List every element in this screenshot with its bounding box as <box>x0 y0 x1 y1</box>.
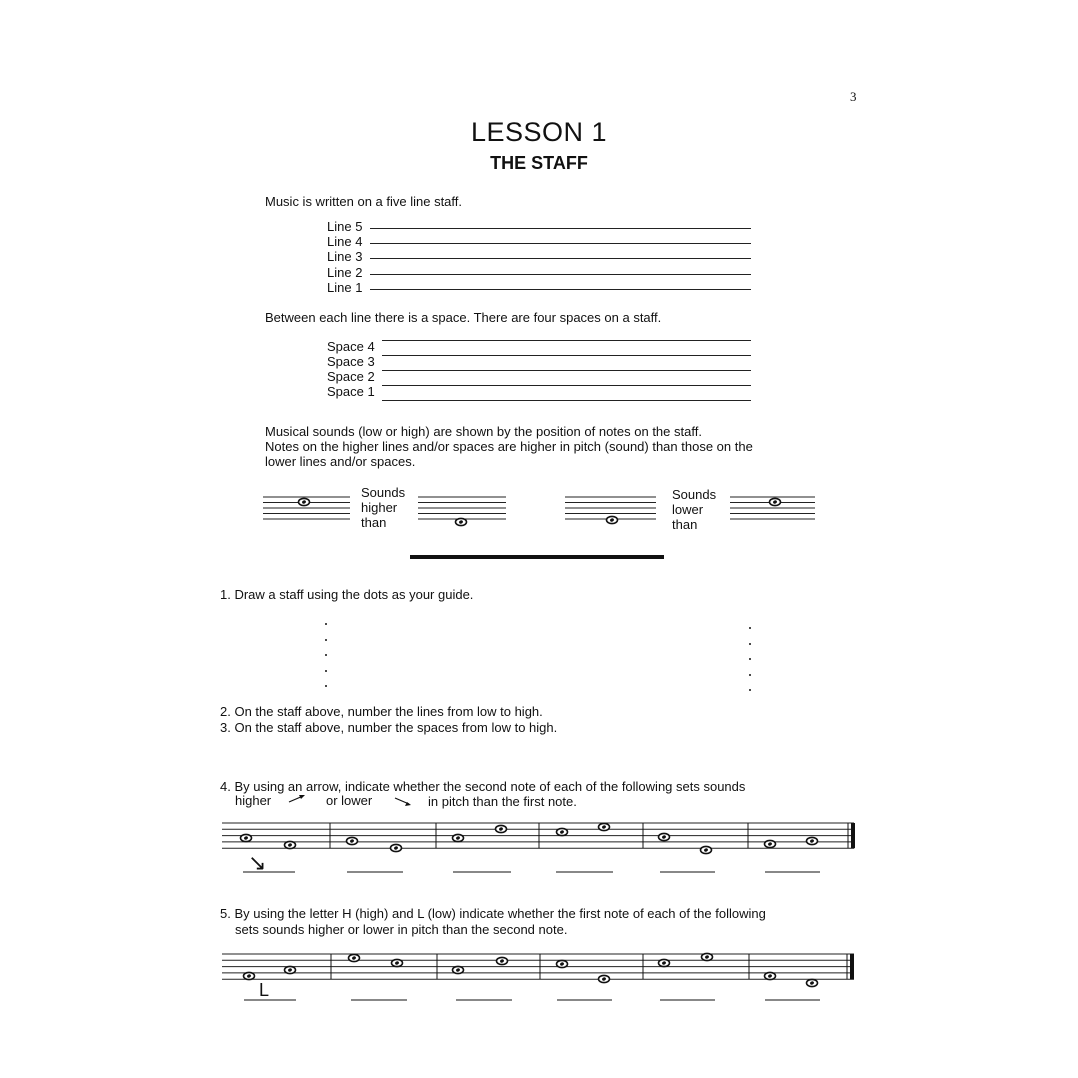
question-2: 2. On the staff above, number the lines from low to high. <box>220 704 543 719</box>
line-label: Line 4 <box>327 234 363 249</box>
pitch-text-line2: Notes on the higher lines and/or spaces are higher in pitch (sound) than those on the <box>265 439 753 454</box>
question-5-answer: L <box>259 980 270 1000</box>
final-bar-thick <box>851 823 855 848</box>
example-higher-label: Sounds <box>361 485 406 500</box>
lesson-subtitle: THE STAFF <box>490 153 588 173</box>
question-4-end: in pitch than the first note. <box>428 794 577 809</box>
line-label: Line 3 <box>327 249 363 264</box>
pitch-text-line3: lower lines and/or spaces. <box>265 454 416 469</box>
question-5-line1: 5. By using the letter H (high) and L (low) indicate whether the first note of each of the following <box>220 906 766 921</box>
example-higher-label: higher <box>361 500 398 515</box>
question-1: 1. Draw a staff using the dots as your guide. <box>220 587 474 602</box>
spaces-intro-text: Between each line there is a space. There are four spaces on a staff. <box>265 310 662 325</box>
intro-text: Music is written on a five line staff. <box>265 194 463 209</box>
question-5-line2: sets sounds higher or lower in pitch than the second note. <box>235 922 568 937</box>
question-3: 3. On the staff above, number the spaces from low to high. <box>220 720 558 735</box>
space-label: Space 4 <box>327 339 375 354</box>
question-4-line1: 4. By using an arrow, indicate whether the second note of each of the following sets sounds <box>220 779 746 794</box>
example-lower-label: lower <box>672 502 704 517</box>
final-bar-thick <box>850 954 854 979</box>
example-lower-label: Sounds <box>672 487 717 502</box>
pitch-text-line1: Musical sounds (low or high) are shown by the position of notes on the staff. <box>265 424 702 439</box>
question-4-higher: higher <box>235 793 272 808</box>
page-number: 3 <box>850 89 857 104</box>
lesson-title: LESSON 1 <box>470 117 608 147</box>
question-4-answer: ↘ <box>248 851 267 876</box>
line-label: Line 1 <box>327 280 363 295</box>
space-label: Space 3 <box>327 354 375 369</box>
space-label: Space 2 <box>327 369 375 384</box>
example-lower-label: than <box>672 517 698 532</box>
line-label: Line 5 <box>327 219 363 234</box>
space-label: Space 1 <box>327 384 375 399</box>
line-label: Line 2 <box>327 265 363 280</box>
example-higher-label: than <box>361 515 387 530</box>
question-4-lower: or lower <box>326 793 373 808</box>
